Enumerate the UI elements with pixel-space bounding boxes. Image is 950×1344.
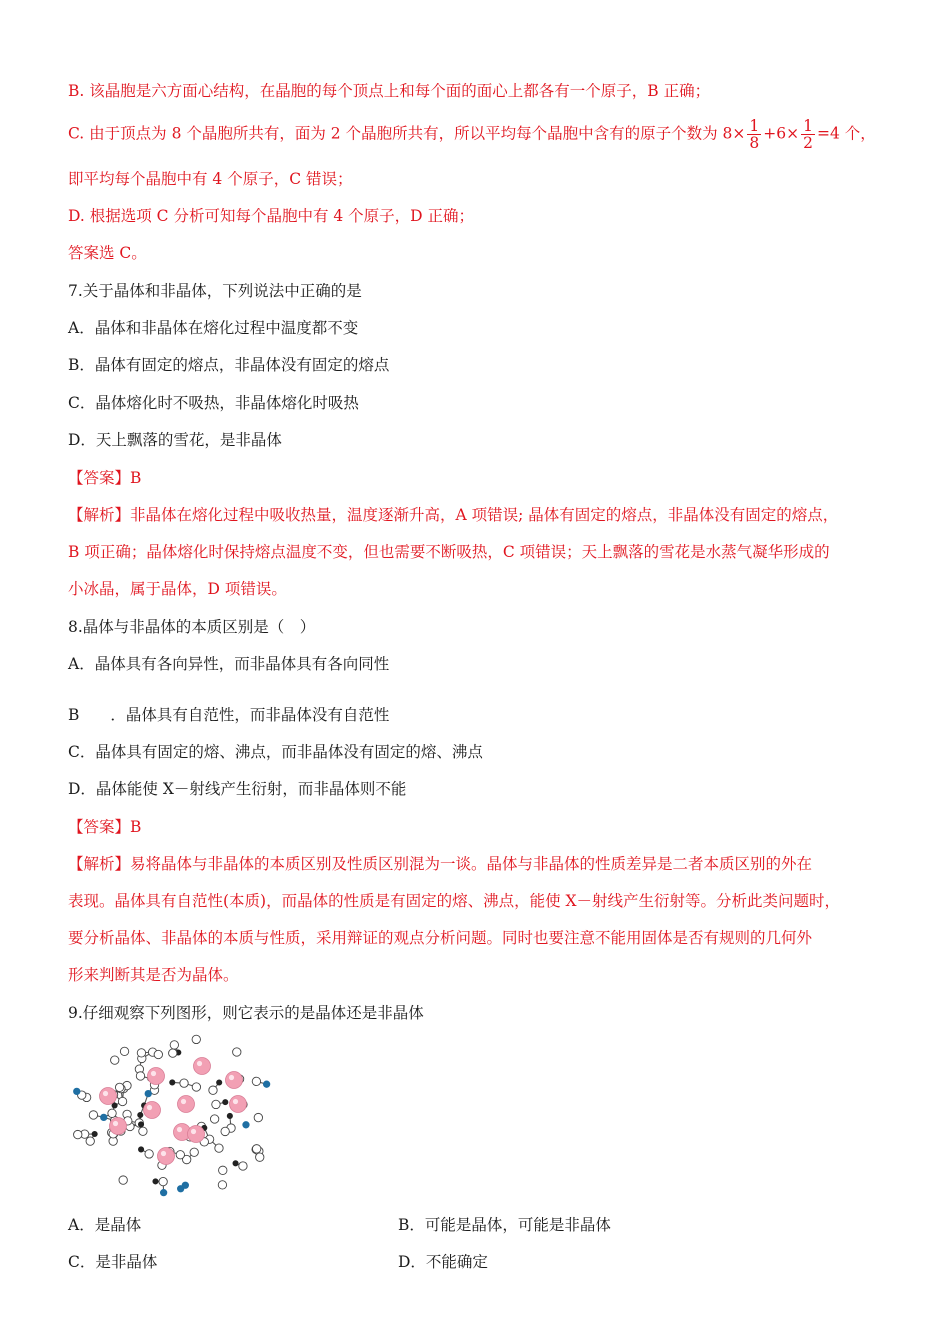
large-ion — [230, 1096, 247, 1113]
small-atom — [218, 1181, 226, 1189]
small-atom — [74, 1088, 80, 1094]
large-ion — [144, 1102, 161, 1119]
small-atom — [252, 1145, 260, 1153]
small-atom — [137, 1049, 145, 1057]
large-ion — [158, 1148, 175, 1165]
small-atom — [243, 1122, 249, 1128]
small-atom — [118, 1097, 126, 1105]
small-atom — [209, 1086, 217, 1094]
small-atom — [111, 1056, 119, 1064]
q8-answer: 【答案】B — [68, 818, 142, 836]
small-atom — [263, 1081, 269, 1087]
atom-layer — [74, 1035, 270, 1196]
explanation-c-cont: 即平均每个晶胞中有 4 个原子，C 错误； — [68, 170, 353, 188]
fraction-one-eighth: $\frac{1}{8}$ — [749, 117, 760, 152]
small-atom — [112, 1103, 117, 1108]
q9-option-b: B．可能是晶体，可能是非晶体 — [398, 1216, 611, 1234]
small-atom — [136, 1072, 144, 1080]
small-atom — [145, 1090, 151, 1096]
ion-highlight — [161, 1151, 166, 1156]
small-atom — [139, 1127, 147, 1135]
q8-option-a: A．晶体具有各向异性，而非晶体具有各向同性 — [68, 655, 390, 673]
explanation-c-text: C. 由于顶点为 8 个晶胞所共有，面为 2 个晶胞所共有，所以平均每个晶胞中含有的原子个数为 8× — [68, 124, 746, 143]
ion-highlight — [151, 1071, 156, 1076]
small-atom — [170, 1080, 175, 1085]
small-atom — [92, 1131, 97, 1136]
large-ion — [178, 1096, 195, 1113]
large-ion — [226, 1072, 243, 1089]
small-atom — [210, 1115, 218, 1123]
small-atom — [176, 1151, 184, 1159]
q8-option-b: B ．晶体具有自范性，而非晶体没有自范性 — [68, 706, 390, 724]
large-ion — [194, 1058, 211, 1075]
small-atom — [217, 1080, 222, 1085]
ion-highlight — [229, 1075, 234, 1080]
q8-analysis-line: 【解析】易将晶体与非晶体的本质区别及性质区别混为一谈。晶体与非晶体的性质差异是二者本质区别的外在 — [68, 855, 813, 873]
q7-analysis-line: 小冰晶，属于晶体，D 项错误。 — [68, 580, 287, 598]
ion-highlight — [181, 1099, 186, 1104]
small-atom — [138, 1112, 143, 1117]
q9-option-d: D．不能确定 — [398, 1253, 488, 1271]
small-atom — [138, 1122, 143, 1127]
q7-option-d: D．天上飘落的雪花，是非晶体 — [68, 431, 282, 449]
ion-highlight — [147, 1105, 152, 1110]
small-atom — [227, 1113, 232, 1118]
small-atom — [239, 1162, 247, 1170]
small-atom — [180, 1079, 188, 1087]
small-atom — [160, 1189, 166, 1195]
q8-option-d: D．晶体能使 X－射线产生衍射，而非晶体则不能 — [68, 780, 407, 798]
ion-highlight — [233, 1099, 238, 1104]
small-atom — [169, 1049, 177, 1057]
q8-analysis-line: 形来判断其是否为晶体。 — [68, 966, 239, 984]
large-ion — [148, 1068, 165, 1085]
q7-answer: 【答案】B — [68, 469, 142, 487]
explanation-answer: 答案选 C。 — [68, 244, 147, 262]
small-atom — [254, 1113, 262, 1121]
q8-stem: 8.晶体与非晶体的本质区别是（ ） — [68, 618, 316, 636]
q7-analysis-line: B 项正确；晶体熔化时保持熔点温度不变，但也需要不断吸热，C 项错误；天上飘落的雪花是水蒸气凝华形成的 — [68, 543, 830, 561]
q8-analysis-line: 要分析晶体、非晶体的本质与性质，采用辩证的观点分析问题。同时也要注意不能用固体是否有规则的几何外 — [68, 929, 813, 947]
q7-option-b: B．晶体有固定的熔点，非晶体没有固定的熔点 — [68, 356, 390, 374]
small-atom — [252, 1077, 260, 1085]
small-atom — [215, 1144, 223, 1152]
small-atom — [153, 1179, 158, 1184]
ion-highlight — [191, 1129, 196, 1134]
small-atom — [233, 1048, 241, 1056]
small-atom — [74, 1130, 82, 1138]
small-atom — [86, 1137, 94, 1145]
q7-analysis-line: 【解析】非晶体在熔化过程中吸收热量，温度逐渐升高，A 项错误; 晶体有固定的熔点，非晶体没有固定的熔点， — [68, 506, 839, 524]
explanation-d: D. 根据选项 C 分析可知每个晶胞中有 4 个原子，D 正确； — [68, 207, 475, 225]
q9-option-a: A．是晶体 — [68, 1216, 142, 1234]
small-atom — [89, 1111, 97, 1119]
large-ion — [188, 1126, 205, 1143]
small-atom — [159, 1177, 167, 1185]
small-atom — [233, 1161, 238, 1166]
large-ion — [110, 1118, 127, 1135]
small-atom — [212, 1100, 220, 1108]
small-atom — [119, 1176, 127, 1184]
q8-analysis-line: 表现。晶体具有自范性(本质)，而晶体的性质是有固定的熔、沸点，能使 X－射线产生衍射等。分析此类问题时， — [68, 892, 841, 910]
q8-option-c: C．晶体具有固定的熔、沸点，而非晶体没有固定的熔、沸点 — [68, 743, 483, 761]
large-ion — [100, 1088, 117, 1105]
explanation-b: B. 该晶胞是六方面心结构，在晶胞的每个顶点上和每个面的面心上都各有一个原子，B 正确； — [68, 82, 711, 100]
small-atom — [120, 1047, 128, 1055]
small-atom — [154, 1050, 162, 1058]
q9-stem: 9.仔细观察下列图形，则它表示的是晶体还是非晶体 — [68, 1004, 424, 1022]
ion-highlight — [197, 1061, 202, 1066]
small-atom — [170, 1041, 178, 1049]
small-atom — [219, 1166, 227, 1174]
small-atom — [145, 1150, 153, 1158]
small-atom — [115, 1083, 123, 1091]
small-atom — [108, 1109, 116, 1117]
ion-highlight — [103, 1091, 108, 1096]
small-atom — [192, 1083, 200, 1091]
q7-option-a: A．晶体和非晶体在熔化过程中温度都不变 — [68, 319, 359, 337]
small-atom — [190, 1148, 198, 1156]
small-atom — [192, 1035, 200, 1043]
small-atom — [101, 1114, 107, 1120]
small-atom — [223, 1100, 228, 1105]
small-atom — [221, 1127, 229, 1135]
q9-option-c: C．是非晶体 — [68, 1253, 158, 1271]
q7-stem: 7.关于晶体和非晶体，下列说法中正确的是 — [68, 282, 362, 300]
explanation-c: C. 由于顶点为 8 个晶胞所共有，面为 2 个晶胞所共有，所以平均每个晶胞中含有的原子个数为 8× $\frac{1}{8}$ +6× $\frac{1}{2}$ =4 个， — [68, 117, 876, 152]
small-atom — [256, 1153, 264, 1161]
ion-highlight — [177, 1127, 182, 1132]
amorphous-structure-figure — [66, 1034, 282, 1200]
ion-highlight — [113, 1121, 118, 1126]
fraction-one-half: $\frac{1}{2}$ — [803, 117, 813, 152]
small-atom — [182, 1182, 188, 1188]
small-atom — [138, 1147, 143, 1152]
q7-option-c: C．晶体熔化时不吸热，非晶体熔化时吸热 — [68, 394, 359, 412]
